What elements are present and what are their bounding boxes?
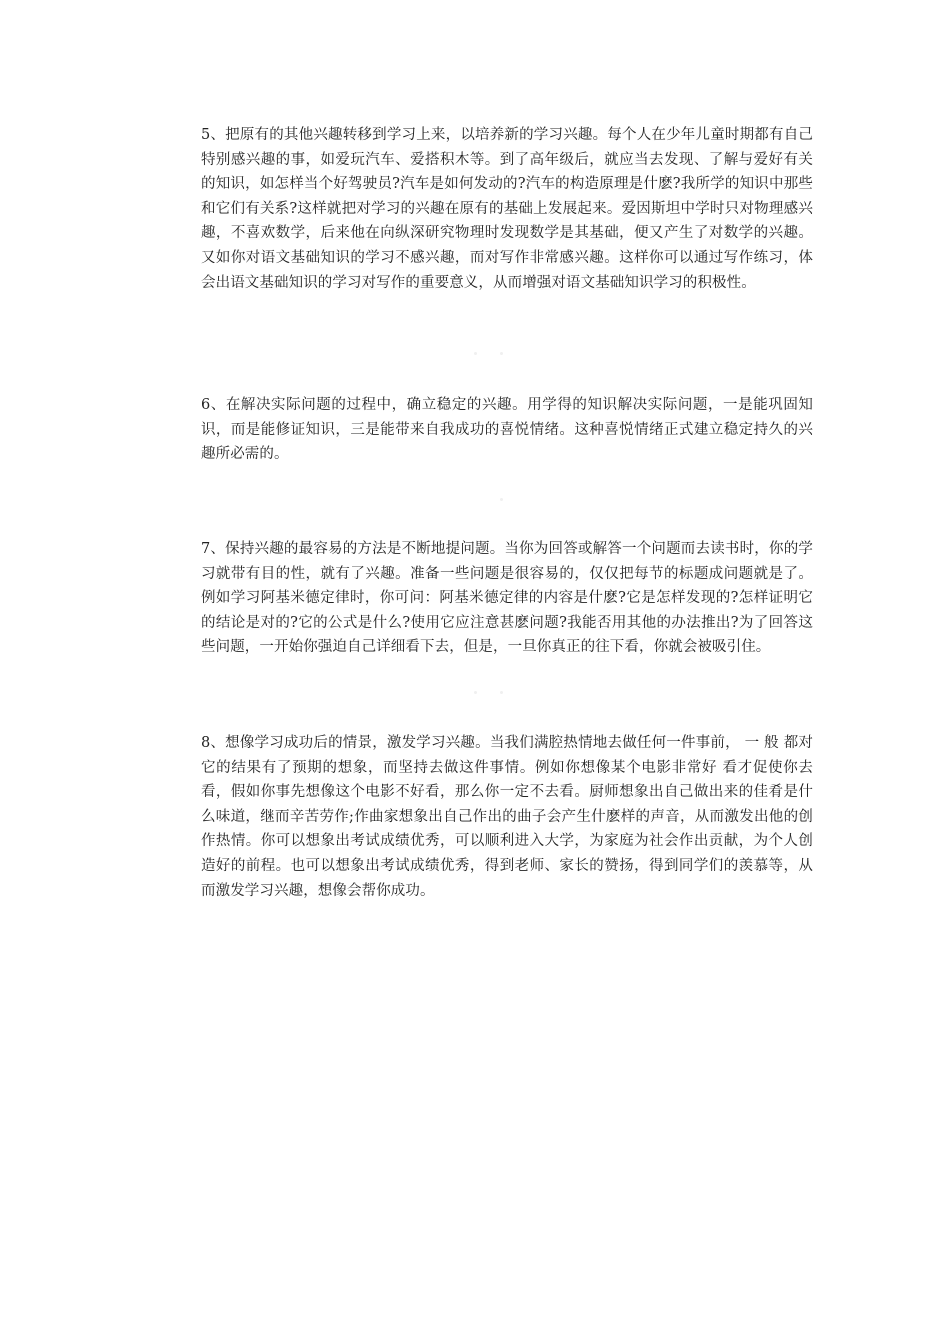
- paragraph-5: 5、把原有的其他兴趣转移到学习上来，以培养新的学习兴趣。每个人在少年儿童时期都有自己特别感兴趣的事，如爱玩汽车、爱搭积木等。到了高年级后，就应当去发现、了解与爱好有关的知识，如怎样当个好驾驶员?汽车是如何发动的?汽车的构造原理是什麽?我所学的知识中那些和它们有关系?这样就把对学习的兴趣在原有的基础上发展起来。爱因斯坦中学时只对物理感兴趣，不喜欢数学，后来他在向纵深研究物理时发现数学是其基础，便又产生了对数学的兴趣。又如你对语文基础知识的学习不感兴趣，而对写作非常感兴趣。这样你可以通过写作练习，体会出语文基础知识的学习对写作的重要意义，从而增强对语文基础知识学习的积极性。: [201, 127, 813, 291]
- faint-separator-mark: [470, 689, 510, 697]
- paragraph-7: 7、保持兴趣的最容易的方法是不断地提问题。当你为回答或解答一个问题而去读书时，你的学习就带有目的性，就有了兴趣。准备一些问题是很容易的，仅仅把每节的标题成问题就是了。例如学习阿基米德定律时，你可问：阿基米德定律的内容是什麽?它是怎样发现的?怎样证明它的结论是对的?它的公式是什么?使用它应注意甚麽问题?我能否用其他的办法推出?为了回答这些问题，一开始你强迫自己详细看下去，但是，一旦你真正的往下看，你就会被吸引住。: [201, 541, 813, 656]
- paragraph-8: 8、想像学习成功后的情景，激发学习兴趣。当我们满腔热情地去做任何一件事前， 一 般 都对它的结果有了预期的想象，而坚持去做这件事情。例如你想像某个电影非常好 看才促使你去看，假如你事先想像这个电影不好看，那么你一定不去看。厨师想象出自己做出来的佳肴是什么味道，继而辛苦劳作;作曲家想象出自己作出的曲子会产生什麽样的声音，从而激发出他的创作热情。你可以想象出考试成绩优秀，可以顺利进入大学，为家庭为社会作出贡献，为个人创造好的前程。也可以想象出考试成绩优秀，得到老师、家长的赞扬，得到同学们的羡慕等，从而激发学习兴趣，想像会帮你成功。: [201, 735, 813, 899]
- paragraph-6: 6、在解决实际问题的过程中，确立稳定的兴趣。用学得的知识解决实际问题，一是能巩固知识，而是能修证知识，三是能带来自我成功的喜悦情绪。这种喜悦情绪正式建立稳定持久的兴趣所必需的。: [201, 397, 813, 463]
- faint-separator-mark: [470, 350, 510, 358]
- faint-separator-mark: [470, 496, 510, 504]
